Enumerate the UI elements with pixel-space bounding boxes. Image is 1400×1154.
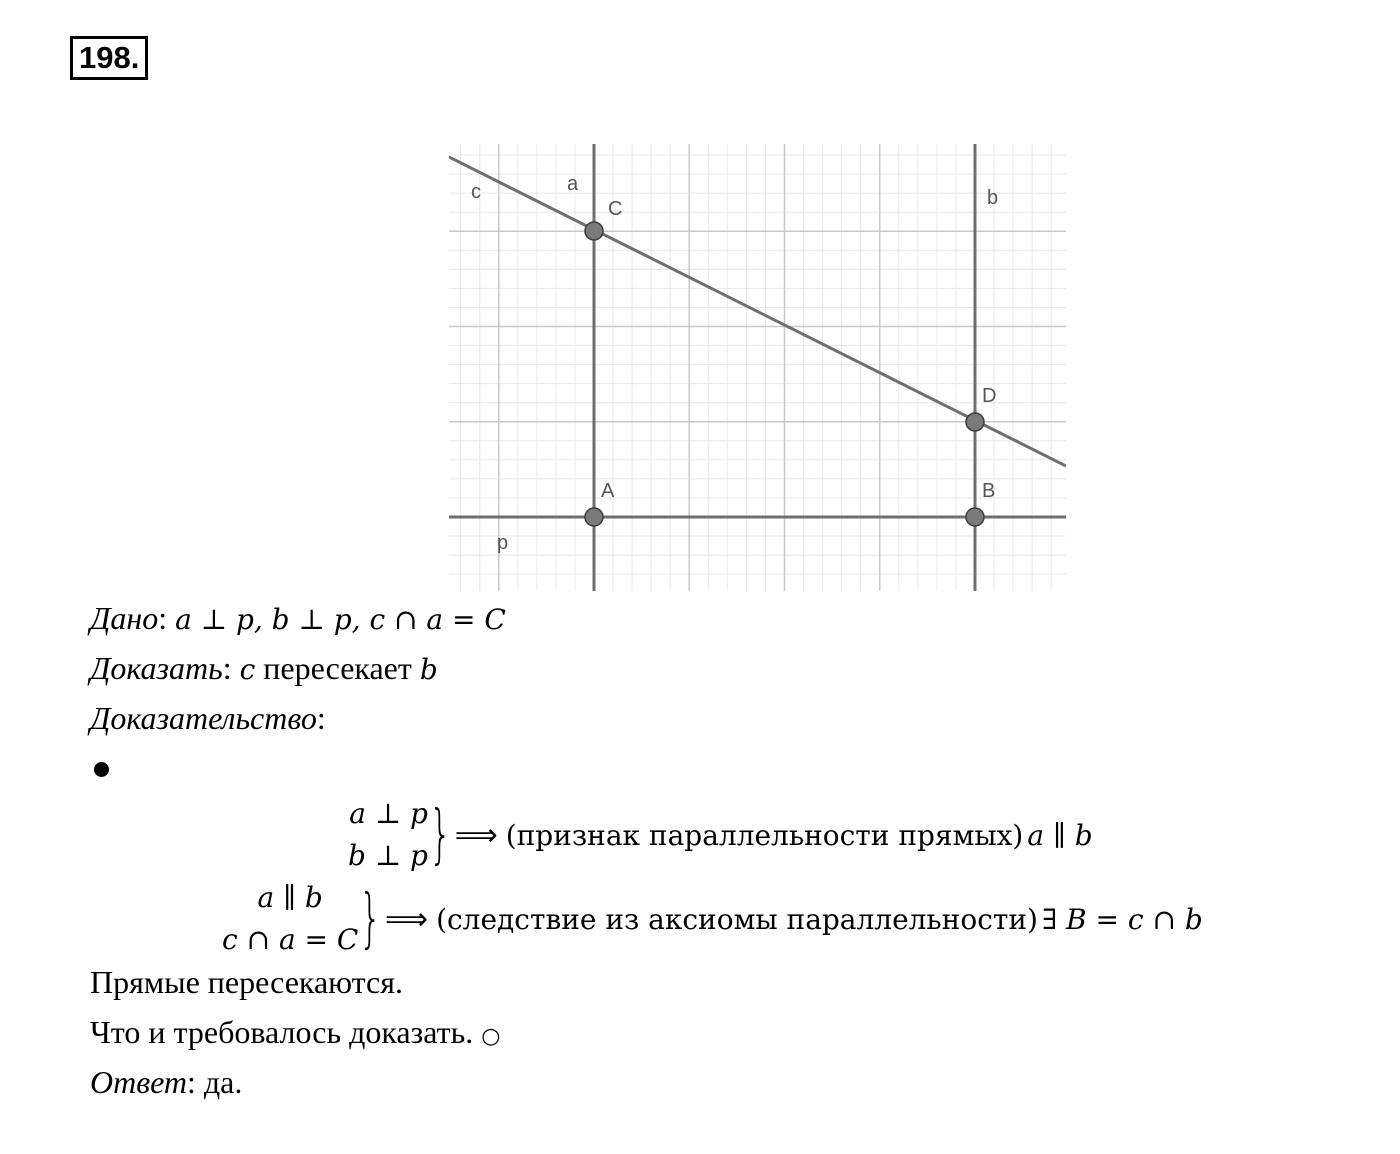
step1-premise-2: b ⊥ p (348, 839, 428, 872)
step2-premise-2: c ∩ a = C (222, 923, 359, 956)
given-expression: a ⊥ p, b ⊥ p, c ∩ a = C (175, 603, 506, 636)
prove-line: Доказать: c пересекает b (90, 650, 438, 686)
qed-text: Что и требовалось доказать. (90, 1014, 474, 1050)
step2-result: ∃ B = c ∩ b (1041, 902, 1203, 936)
prove-verb: пересекает (263, 650, 412, 686)
proof-step-2 (222, 877, 1203, 961)
point-b (966, 508, 984, 526)
step1-result: a ∥ b (1027, 818, 1093, 852)
prove-label: Доказать (90, 650, 223, 686)
proof-heading: Доказательство: (90, 700, 326, 736)
step1-reason: (признак параллельности прямых) (505, 818, 1024, 852)
given-label: Дано (90, 600, 159, 636)
label-line-b: b (987, 187, 999, 209)
step2-implies-arrow: ⟹ (385, 901, 429, 937)
bullet-point (94, 762, 109, 777)
answer-line: Ответ: да. (90, 1064, 243, 1100)
step1-implies-arrow: ⟹ (454, 817, 498, 853)
label-line-c: c (471, 181, 481, 203)
step2-premises (222, 877, 358, 961)
step1-brace: } (429, 798, 452, 872)
given-line: Дано: a ⊥ p, b ⊥ p, c ∩ a = C (90, 600, 506, 636)
conclusion: Прямые пересекаются. (90, 964, 403, 1000)
step1-premise-1: a ⊥ p (349, 797, 428, 830)
qed-circle-icon: ○ (481, 1024, 501, 1049)
point-d (966, 413, 984, 431)
proof-step-1 (348, 793, 1093, 877)
step2-reason: (следствие из аксиомы параллельности) (436, 902, 1038, 936)
step2-premise-1: a ∥ b (257, 881, 323, 914)
label-point-c: C (608, 198, 623, 220)
prove-subject: c (239, 653, 256, 686)
geometry-figure (449, 144, 1066, 591)
point-c (585, 222, 603, 240)
prove-object: b (419, 653, 438, 686)
step1-premises (348, 793, 428, 877)
qed-line (90, 1014, 500, 1051)
label-point-b: B (982, 480, 996, 502)
label-point-a: A (601, 480, 615, 502)
point-a (585, 508, 603, 526)
label-line-p: p (497, 532, 509, 554)
proof-label: Доказательство (90, 700, 317, 736)
step2-brace: } (359, 882, 382, 956)
label-point-d: D (982, 385, 997, 407)
label-line-a: a (567, 173, 579, 195)
answer-label: Ответ (90, 1064, 187, 1100)
problem-number: 198. (70, 36, 148, 80)
answer-value: да. (203, 1064, 243, 1100)
